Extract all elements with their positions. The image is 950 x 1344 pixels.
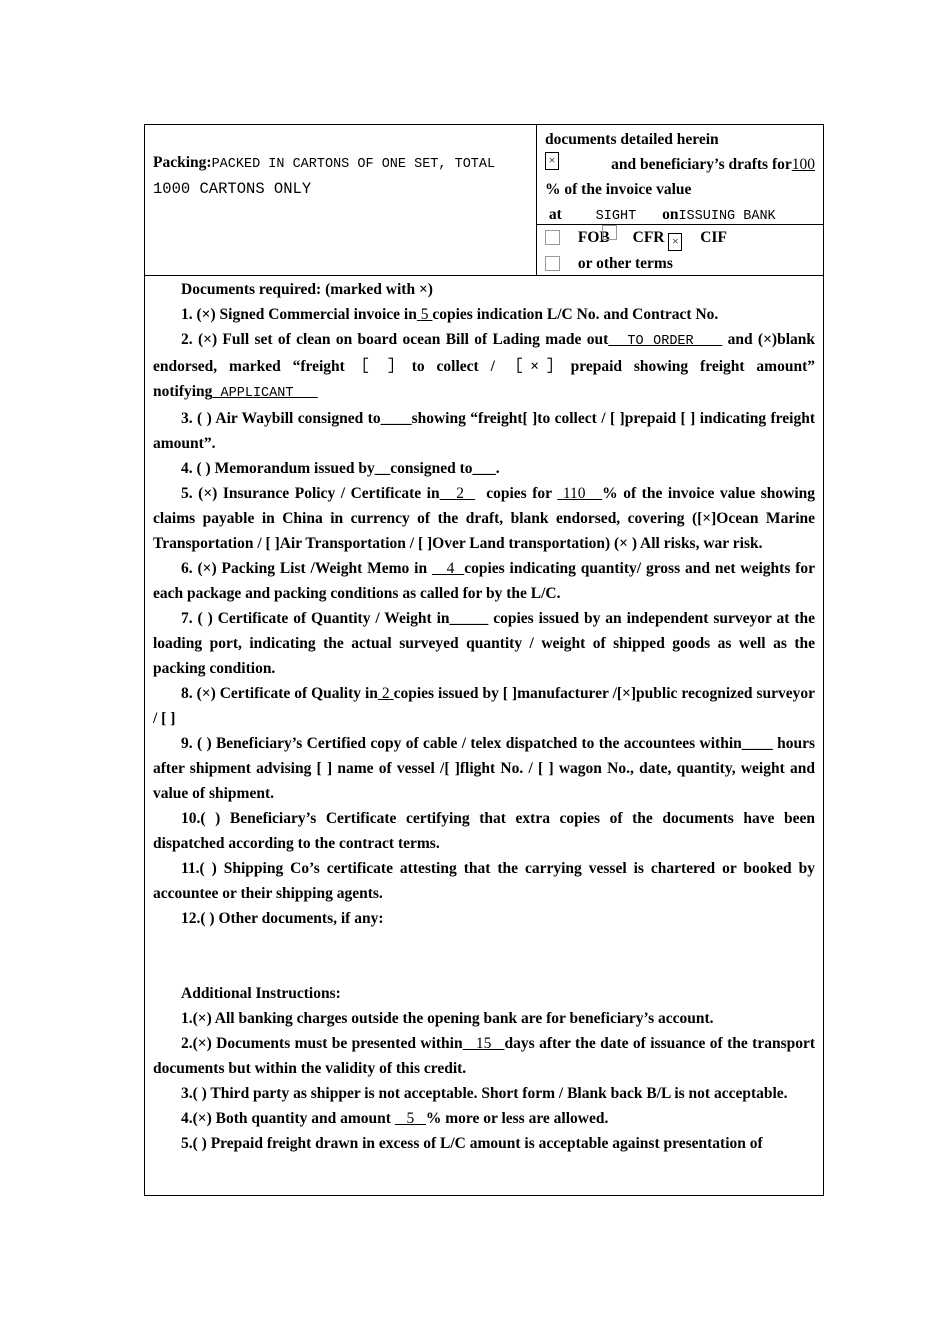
drafts-text: and beneficiary’s drafts for [611, 156, 792, 173]
packing-label: Packing: [153, 154, 212, 171]
cfr-checkbox[interactable] [602, 225, 617, 240]
cfr-label: CFR [632, 229, 665, 246]
lc-form-table [144, 124, 824, 1196]
doc-item-5-pct: 110 [562, 485, 586, 502]
doc-item-8-text-b: copies issued by [ ]manufacturer /[×]public recognized surveyor / [ ] [153, 685, 816, 727]
add-item-4 [153, 1106, 815, 1131]
add-item-2 [153, 1031, 815, 1081]
doc-item-3: 3. ( ) Air Waybill consigned to____showing “freight[ ]to collect / [ ]prepaid [ ] indicating freight amount”. [153, 410, 815, 452]
other-terms-checkbox[interactable] [545, 256, 560, 271]
terms-cell [537, 225, 823, 275]
on-value: ISSUING BANK [678, 209, 776, 224]
doc-item-5-copies: 2 [456, 485, 465, 502]
doc-item-6-copies: 4 [446, 560, 455, 577]
doc-item-6-text: 6. (×) Packing List /Weight Memo in [181, 560, 428, 577]
at-label: at [548, 206, 562, 223]
doc-item-2-text-b: and (×)blank endorsed, marked “freight［ ］to collect / ［×］prepaid showing freight amount” notifying [153, 331, 815, 400]
doc-item-2-notify: APPLICANT [220, 386, 294, 401]
doc-item-1 [153, 302, 815, 327]
fob-checkbox[interactable] [545, 230, 560, 245]
doc-item-4: 4. ( ) Memorandum issued by__consigned to___. [181, 460, 500, 477]
doc-item-5-text-b: copies for [486, 485, 552, 502]
doc-item-1-text: 1. (×) Signed Commercial invoice in [181, 306, 417, 323]
add-item-4-text: 4.(×) Both quantity and amount [181, 1110, 391, 1127]
drafts-percent: 100 [791, 156, 815, 173]
doc-item-6 [153, 556, 815, 606]
doc-item-8 [153, 681, 815, 731]
spacer [153, 931, 815, 981]
packing-value-2: 1000 CARTONS ONLY [153, 180, 312, 198]
add-item-4-text-b: % more or less are allowed. [425, 1110, 609, 1127]
doc-item-10: 10.( ) Beneficiary’s Certificate certifying that extra copies of the documents have been dispatched according to the contract terms. [153, 810, 815, 852]
drafts-line-3: % of the invoice value [545, 181, 692, 198]
top-row [145, 125, 823, 276]
doc-item-1-text-b: copies indication L/C No. and Contract No. [432, 306, 719, 323]
doc-item-2-to: TO ORDER [627, 334, 694, 349]
drafts-checkbox[interactable]: × [545, 152, 559, 170]
doc-item-5-text-c: % of the invoice value showing claims payable in China in currency of the draft, blank endorsed, covering ([×]Ocean Marine Transportation / [ ]Air Transportation / [ ]Over Land transportation) (× ) All risks, war risk. [153, 485, 816, 552]
doc-item-8-text: 8. (×) Certificate of Quality in [181, 685, 378, 702]
additional-heading: Additional Instructions: [181, 985, 341, 1002]
cif-checkbox[interactable]: × [668, 233, 682, 251]
drafts-cell [537, 125, 823, 225]
other-terms-label: or other terms [577, 255, 673, 272]
packing-cell [145, 125, 537, 275]
at-value: SIGHT [595, 209, 637, 224]
add-item-1: 1.(×) All banking charges outside the opening bank are for beneficiary’s account. [181, 1010, 714, 1027]
packing-line-1 [153, 150, 528, 177]
doc-item-8-copies: 2 [381, 685, 390, 702]
doc-item-11: 11.( ) Shipping Co’s certificate attesting that the carrying vessel is chartered or booked by accountee or their shipping agents. [153, 860, 815, 902]
doc-item-2-text: 2. (×) Full set of clean on board ocean Bill of Lading made out [181, 331, 609, 348]
doc-item-1-copies: 5 [420, 306, 429, 323]
fob-label: FOB [577, 229, 610, 246]
doc-item-12: 12.( ) Other documents, if any: [181, 910, 384, 927]
drafts-line-2 [545, 152, 815, 177]
add-item-3: 3.( ) Third party as shipper is not acceptable. Short form / Blank back B/L is not acceptable. [181, 1085, 788, 1102]
doc-item-2 [153, 327, 815, 406]
add-item-2-days: 15 [475, 1035, 492, 1052]
terms-line-2 [545, 251, 815, 276]
documents-heading: Documents required: (marked with ×) [181, 281, 433, 298]
add-item-4-pct: 5 [406, 1110, 415, 1127]
add-item-5: 5.( ) Prepaid freight drawn in excess of L/C amount is acceptable against presentation of [181, 1135, 763, 1152]
doc-item-5-text: 5. (×) Insurance Policy / Certificate in [181, 485, 440, 502]
on-label: on [662, 206, 679, 223]
doc-item-9: 9. ( ) Beneficiary’s Certified copy of cable / telex dispatched to the accountees within____ hours after shipment advising [ ] name of vessel /[ ]flight No. / [ ] wagon No., date, quantity, weight and value of shipment. [153, 735, 815, 802]
cif-label: CIF [700, 229, 727, 246]
packing-value-1: PACKED IN CARTONS OF ONE SET, TOTAL [211, 157, 496, 172]
terms-line-1 [545, 225, 815, 251]
drafts-line-1: documents detailed herein [545, 131, 719, 148]
doc-item-7: 7. ( ) Certificate of Quantity / Weight in_____ copies issued by an independent surveyor at the loading port, indicating the actual surveyed quantity / weight of shipped goods as well as the packing condition. [153, 610, 815, 677]
doc-item-5 [153, 481, 815, 556]
add-item-2-text-b: days after the date of issuance of the transport documents but within the validity of this credit. [153, 1035, 816, 1077]
add-item-2-text: 2.(×) Documents must be presented within [181, 1035, 463, 1052]
documents-section [145, 276, 823, 1156]
doc-item-6-text-b: copies indicating quantity/ gross and net weights for each package and packing conditions as called for by the L/C. [153, 560, 816, 602]
